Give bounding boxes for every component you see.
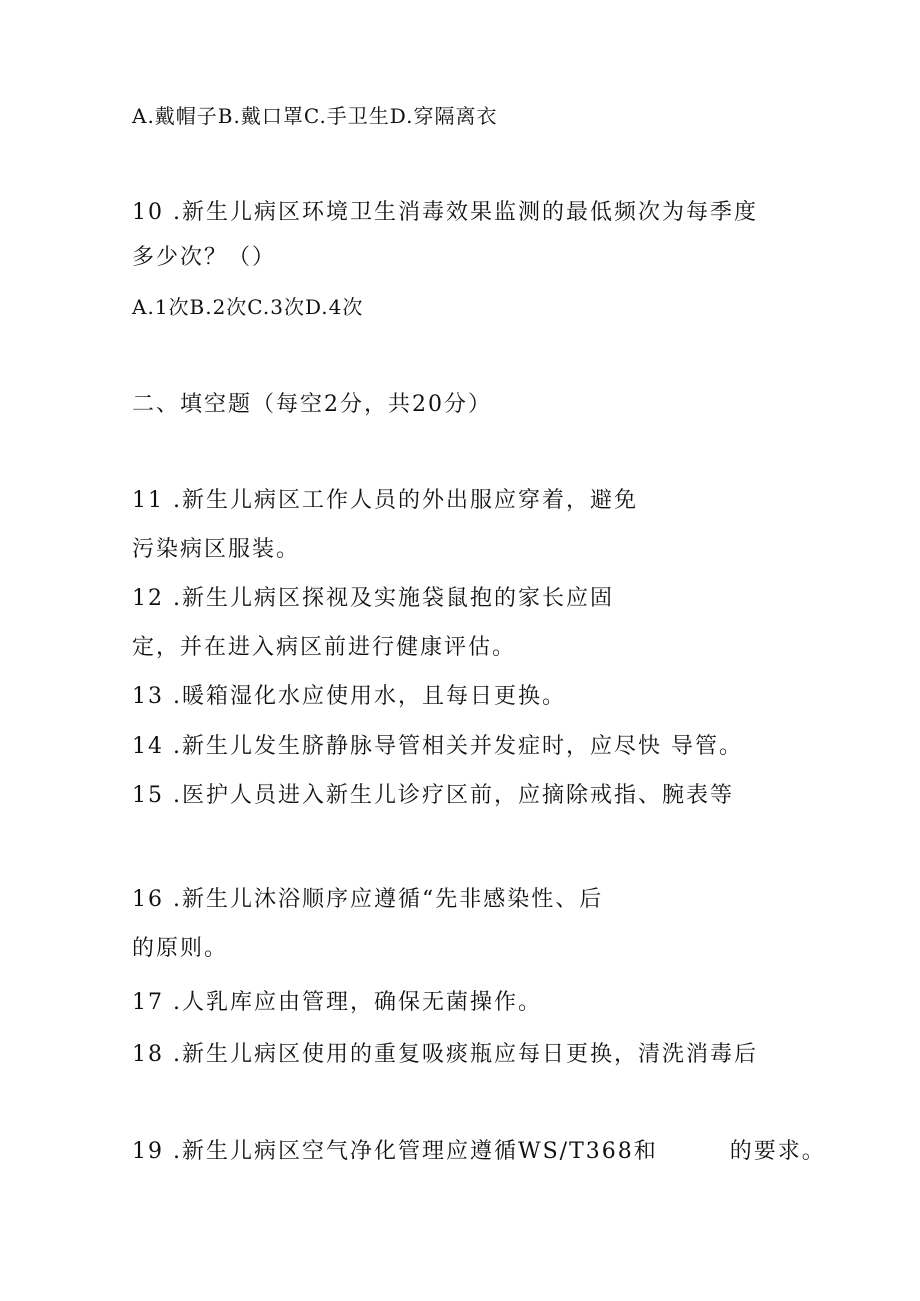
q11-text-line1: 11 .新生儿病区工作人员的外出服应穿着，避免	[132, 488, 638, 513]
q13-text: 13 .暖箱湿化水应使用水，且每日更换。	[132, 684, 566, 709]
section-heading-fill-in: 二、填空题（每空2分，共20分）	[132, 392, 492, 417]
q17-text: 17 .人乳库应由管理，确保无菌操作。	[132, 990, 542, 1015]
q18-text: 18 .新生儿病区使用的重复吸痰瓶应每日更换，清洗消毒后	[132, 1042, 758, 1067]
q12-text-line2: 定，并在进入病区前进行健康评估。	[132, 635, 517, 660]
q16-text-line1: 16 .新生儿沐浴顺序应遵循“先非感染性、后	[132, 887, 604, 912]
q14-text: 14 .新生儿发生脐静脉导管相关并发症时，应尽快 导管。	[132, 734, 743, 759]
q10-text-line1: 10 .新生儿病区环境卫生消毒效果监测的最低频次为每季度	[132, 200, 758, 225]
q9-options: A.戴帽子B.戴口罩C.手卫生D.穿隔离衣	[132, 104, 498, 128]
q12-text-line1: 12 .新生儿病区探视及实施袋鼠抱的家长应固	[132, 586, 614, 611]
q15-text: 15 .医护人员进入新生儿诊疗区前，应摘除戒指、腕表等	[132, 783, 734, 808]
q11-text-line2: 污染病区服装。	[132, 537, 301, 562]
q10-text-line2: 多少次？（）	[132, 245, 277, 270]
q19-text: 19 .新生儿病区空气净化管理应遵循WS/T368和 的要求。	[132, 1139, 826, 1164]
q10-options: A.1次B.2次C.3次D.4次	[132, 295, 364, 319]
q16-text-line2: 的原则。	[132, 936, 229, 961]
